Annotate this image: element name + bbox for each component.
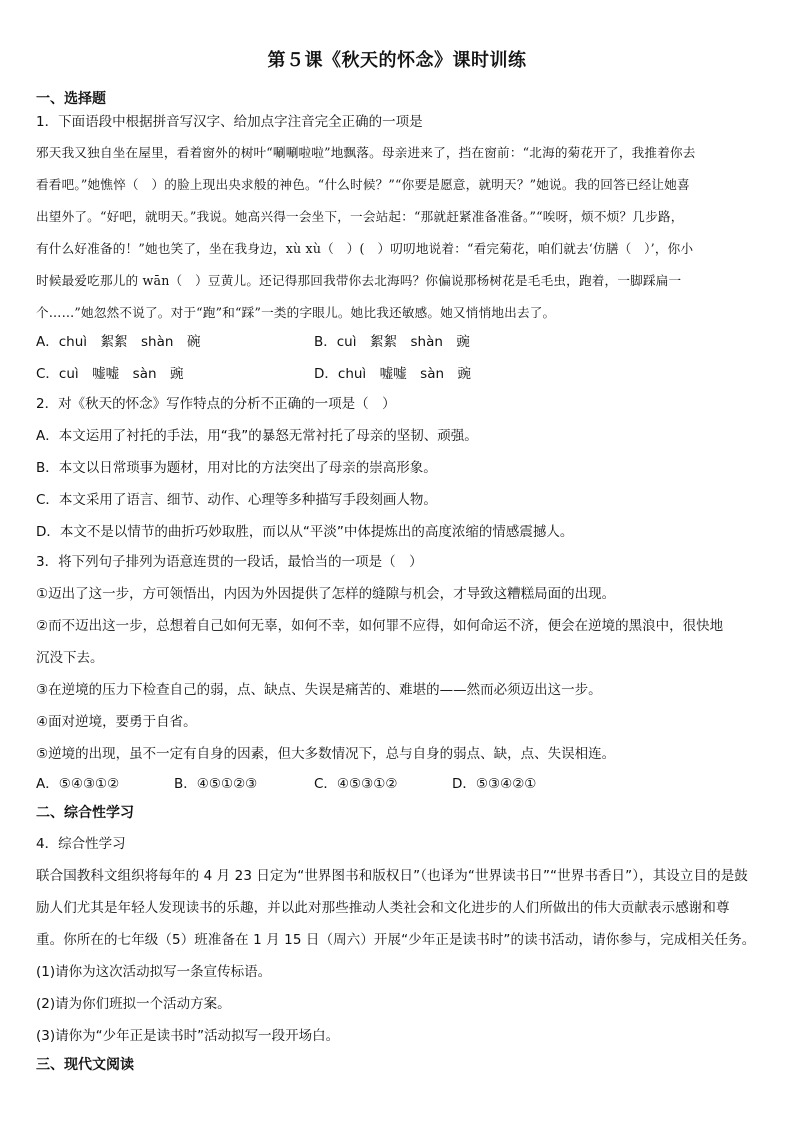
q4-task-3: (3)请你为“少年正是读书时”活动拟写一段开场白。 xyxy=(36,1028,340,1044)
q2-option-d: D．本文不是以情节的曲折巧妙取胜，而以从“平淡”中体提炼出的高度浓缩的情感震撼人。 xyxy=(36,524,574,540)
q4-body-line: 联合国教科文组织将每年的 4 月 23 日定为“世界图书和版权日”（也译为“世界读书日”“世界书香日”），其设立目的是鼓 xyxy=(36,868,748,884)
q3-option-a: A．⑤④③①② xyxy=(36,776,120,792)
q3-option-d: D．⑤③④②① xyxy=(452,776,537,792)
passage-line: 个……”她忽然不说了。对于“跑”和“踩”一类的字眼儿。她比我还敏感。她又悄悄地出去了。 xyxy=(36,305,556,320)
question-3-stem: 3．将下列句子排列为语意连贯的一段话，最恰当的一项是（ ） xyxy=(36,554,423,570)
passage-line: 时候最爱吃那儿的 wān（ ）豆黄儿。还记得那回我带你去北海吗？你偏说那杨树花是毛毛虫，跑着，一脚踩扁一 xyxy=(36,273,682,288)
q2-option-b: B．本文以日常琐事为题材，用对比的方法突出了母亲的崇高形象。 xyxy=(36,460,437,476)
section-heading-integrated: 二、综合性学习 xyxy=(36,805,134,821)
q3-sentence-3: ③在逆境的压力下检查自己的弱，点、缺点、失误是痛苦的、难堪的——然而必须迈出这一步。 xyxy=(36,682,602,698)
q3-sentence-1: ①迈出了这一步，方可领悟出，内因为外因提供了怎样的缝隙与机会，才导致这糟糕局面的出现。 xyxy=(36,586,616,602)
question-2-stem: 2．对《秋天的怀念》写作特点的分析不正确的一项是（ ） xyxy=(36,396,396,412)
q1-option-a: A．chuì 絮絮 shàn 碗 xyxy=(36,334,201,350)
q3-sentence-4: ④面对逆境，要勇于自省。 xyxy=(36,714,197,730)
section-heading-choice: 一、选择题 xyxy=(36,91,106,107)
q4-task-2: (2)请为你们班拟一个活动方案。 xyxy=(36,996,231,1012)
q3-option-c: C．④⑤③①② xyxy=(314,776,398,792)
q1-option-c: C．cuì 嘘嘘 sàn 豌 xyxy=(36,366,184,382)
q2-option-c: C．本文采用了语言、细节、动作、心理等多种描写手段刻画人物。 xyxy=(36,492,437,508)
passage-line: 邪天我又独自坐在屋里，看着窗外的树叶“唰唰啦啦”地飘落。母亲进来了，挡在窗前：“北海的菊花开了，我推着你去 xyxy=(36,145,696,160)
q3-sentence-5: ⑤逆境的出现，虽不一定有自身的因素，但大多数情况下，总与自身的弱点、缺，点、失误相连。 xyxy=(36,746,616,762)
q1-option-d: D．chuì 嘘嘘 sàn 豌 xyxy=(314,366,472,382)
question-1-stem: 1．下面语段中根据拼音写汉字、给加点字注音完全正确的一项是 xyxy=(36,114,423,130)
q3-sentence-2: ②而不迈出这一步，总想着自己如何无辜，如何不幸，如何罪不应得，如何命运不济，便会在逆境的黑浪中，很快地 xyxy=(36,618,724,634)
passage-line: 出望外了。“好吧，就明天。”我说。她高兴得一会坐下，一会站起：“那就赶紧准备准备。”“唉呀，烦不烦？几步路， xyxy=(36,209,684,224)
passage-line: 有什么好准备的！”她也笑了，坐在我身边，xù xù（ ）( ）叨叨地说着：“看完菊花，咱们就去‘仿膳（ ）’，你小 xyxy=(36,241,694,256)
q3-sentence-2-cont: 沉没下去。 xyxy=(36,650,104,666)
page-title: 第５课《秋天的怀念》课时训练 xyxy=(267,50,527,71)
section-heading-reading: 三、现代文阅读 xyxy=(36,1057,134,1073)
q4-body-line: 重。你所在的七年级（5）班准备在 1 月 15 日（周六）开展“少年正是读书时”的读书活动，请你参与，完成相关任务。 xyxy=(36,932,756,948)
passage-line: 看看吧。”她憔悴（ ）的脸上现出央求般的神色。“什么时候？”“你要是愿意，就明天？”她说。我的回答已经让她喜 xyxy=(36,177,690,192)
q2-option-a: A．本文运用了衬托的手法，用“我”的暴怒无常衬托了母亲的坚韧、顽强。 xyxy=(36,428,478,444)
q4-task-1: (1)请你为这次活动拟写一条宣传标语。 xyxy=(36,964,272,980)
q3-option-b: B．④⑤①②③ xyxy=(174,776,258,792)
question-4-stem: 4．综合性学习 xyxy=(36,836,126,852)
q4-body-line: 励人们尤其是年轻人发现读书的乐趣，并以此对那些推动人类社会和文化进步的人们所做出的伟大贡献表示感谢和尊 xyxy=(36,900,730,916)
q1-option-b: B．cuì 絮絮 shàn 豌 xyxy=(314,334,470,350)
